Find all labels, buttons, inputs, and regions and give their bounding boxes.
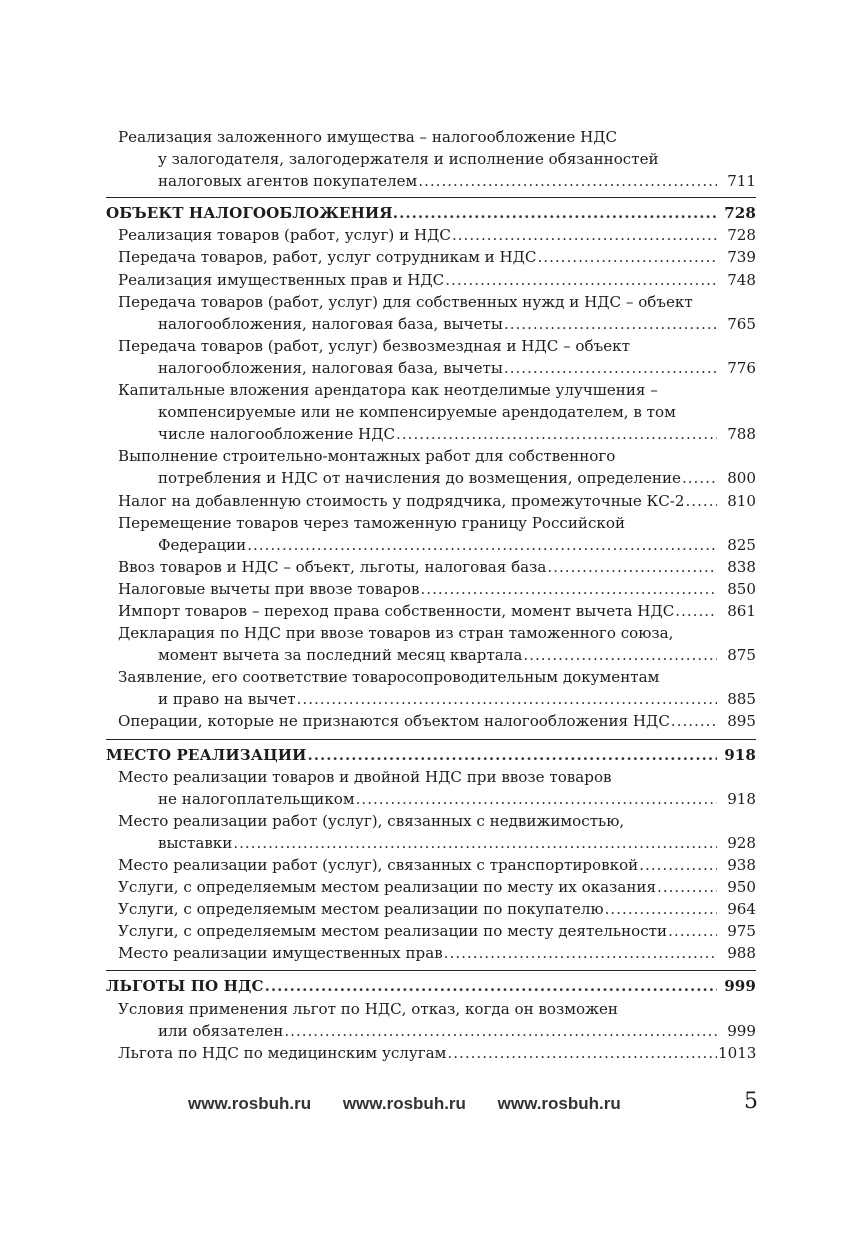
dot-leader <box>356 788 717 810</box>
toc-section-heading[interactable] <box>106 740 756 766</box>
entry-title-line: Место реализации работ (услуг), связанных с недвижимостью, <box>118 811 625 830</box>
entry-page-number: 895 <box>727 712 756 731</box>
toc-line <box>106 556 756 578</box>
section-title: ОБЪЕКТ НАЛОГООБЛОЖЕНИЯ. <box>106 204 399 223</box>
toc-entry[interactable] <box>106 291 756 335</box>
entry-page-number: 748 <box>727 270 756 289</box>
toc-line <box>106 975 756 997</box>
toc-entry[interactable] <box>106 898 756 920</box>
entry-page-number: 776 <box>727 358 756 377</box>
dot-leader <box>504 313 717 335</box>
entry-page-number: 850 <box>727 579 756 598</box>
toc-line <box>106 998 756 1020</box>
entry-page-number: 711 <box>727 172 756 191</box>
footer-site-link[interactable]: www.rosbuh.ru <box>188 1094 312 1113</box>
toc-entry[interactable] <box>106 766 756 810</box>
toc-section <box>106 126 756 198</box>
toc-line <box>106 942 756 964</box>
toc-line <box>106 170 756 192</box>
entry-page-number: 885 <box>727 690 756 709</box>
toc-entry[interactable] <box>106 490 756 512</box>
toc-entry[interactable] <box>106 942 756 964</box>
entry-title-line: или обязателен <box>158 1021 284 1040</box>
toc-entry[interactable] <box>106 556 756 578</box>
dot-leader <box>504 357 717 379</box>
toc-entry[interactable] <box>106 666 756 710</box>
toc-line <box>106 534 756 556</box>
toc-entry[interactable] <box>106 854 756 876</box>
dot-leader <box>233 832 717 854</box>
toc-entry[interactable] <box>106 335 756 379</box>
toc-line <box>106 832 756 854</box>
entry-title-line: налоговых агентов покупателем <box>158 172 418 191</box>
entry-title-line: Передача товаров (работ, услуг) для собственных нужд и НДС – объект <box>118 292 693 311</box>
toc-line <box>106 666 756 688</box>
dot-leader <box>537 246 717 268</box>
dot-leader <box>396 423 717 445</box>
toc-section <box>106 740 756 972</box>
toc-line <box>106 1042 756 1064</box>
entry-title-line: Реализация товаров (работ, услуг) и НДС <box>118 226 451 245</box>
toc-line <box>106 269 756 291</box>
entry-page-number: 800 <box>727 469 756 488</box>
entry-title-line: у залогодателя, залогодержателя и исполнение обязанностей <box>158 150 659 169</box>
toc-line <box>106 224 756 246</box>
dot-leader <box>452 224 717 246</box>
toc-entry[interactable] <box>106 600 756 622</box>
section-page-number: 999 <box>724 977 756 996</box>
page-number: 5 <box>744 1089 758 1114</box>
entry-page-number: 825 <box>727 535 756 554</box>
dot-leader <box>547 556 717 578</box>
dot-leader <box>418 170 717 192</box>
entry-page-number: 810 <box>727 491 756 510</box>
entry-title-line: Услуги, с определяемым местом реализации по месту деятельности <box>118 922 668 941</box>
toc-line <box>106 876 756 898</box>
entry-title-line: Услуги, с определяемым местом реализации по покупателю <box>118 900 604 919</box>
entry-page-number: 739 <box>727 248 756 267</box>
toc-line <box>106 898 756 920</box>
toc-section <box>106 198 756 739</box>
toc-line <box>106 622 756 644</box>
entry-title-line: налогообложения, налоговая база, вычеты <box>158 314 503 333</box>
entry-page-number: 861 <box>727 601 756 620</box>
dot-leader <box>297 688 717 710</box>
toc-line <box>106 401 756 423</box>
toc-entry[interactable] <box>106 920 756 942</box>
entry-page-number: 964 <box>727 900 756 919</box>
dot-leader <box>523 644 717 666</box>
dot-leader <box>605 898 717 920</box>
toc-line <box>106 148 756 170</box>
entry-title-line: Декларация по НДС при ввозе товаров из стран таможенного союза, <box>118 624 674 643</box>
entry-page-number: 975 <box>727 922 756 941</box>
toc-line <box>106 313 756 335</box>
toc-line <box>106 920 756 942</box>
toc-line <box>106 423 756 445</box>
toc-line <box>106 335 756 357</box>
toc-entry[interactable] <box>106 224 756 246</box>
entry-title-line: Заявление, его соответствие товаросопроводительным документам <box>118 668 660 687</box>
entry-title-line: Капитальные вложения арендатора как неотделимые улучшения – <box>118 381 658 400</box>
entry-title-line: Федерации <box>158 535 247 554</box>
toc-entry[interactable] <box>106 710 756 732</box>
toc-line <box>106 126 756 148</box>
entry-title-line: Передача товаров, работ, услуг сотрудникам и НДС <box>118 248 537 267</box>
section-page-number: 728 <box>724 204 756 223</box>
section-page-number: 918 <box>724 745 756 764</box>
toc-line <box>106 1020 756 1042</box>
entry-title-line: Выполнение строительно-монтажных работ для собственного <box>118 447 616 466</box>
toc-line <box>106 578 756 600</box>
entry-title-line: выставки <box>158 833 233 852</box>
entry-page-number: 988 <box>727 944 756 963</box>
toc-entry[interactable] <box>106 622 756 666</box>
dot-leader <box>444 942 717 964</box>
entry-title-line: потребления и НДС от начисления до возмещения, определение <box>158 469 681 488</box>
entry-page-number: 788 <box>727 425 756 444</box>
toc-line <box>106 766 756 788</box>
toc-line <box>106 854 756 876</box>
entry-title-line: Место реализации товаров и двойной НДС при ввозе товаров <box>118 767 612 786</box>
dot-leader <box>308 744 717 766</box>
toc-line <box>106 291 756 313</box>
entry-page-number: 838 <box>727 557 756 576</box>
footer-site-link[interactable]: www.rosbuh.ru <box>497 1094 621 1113</box>
entry-title-line: Реализация заложенного имущества – налогообложение НДС <box>118 128 618 146</box>
toc-section-heading[interactable] <box>106 198 756 224</box>
entry-title-line: Перемещение товаров через таможенную границу Российской <box>118 513 626 532</box>
dot-leader <box>265 975 717 997</box>
section-title: МЕСТО РЕАЛИЗАЦИИ <box>106 745 307 764</box>
toc-entry[interactable] <box>106 876 756 898</box>
toc-entry[interactable] <box>106 998 756 1042</box>
dot-leader <box>247 534 717 556</box>
entry-title-line: Условия применения льгот по НДС, отказ, когда он возможен <box>118 999 618 1018</box>
entry-title-line: Место реализации работ (услуг), связанных с транспортировкой <box>118 856 639 874</box>
toc-entry[interactable] <box>106 512 756 556</box>
toc-entry[interactable] <box>106 126 756 192</box>
toc-entry[interactable] <box>106 1042 756 1064</box>
entry-title-line: Место реализации имущественных прав <box>118 944 443 963</box>
entry-page-number: 728 <box>727 226 756 245</box>
toc-line <box>106 744 756 766</box>
entry-title-line: Льгота по НДС по медицинским услугам <box>118 1043 447 1062</box>
dot-leader <box>420 578 717 600</box>
toc-entry[interactable] <box>106 246 756 268</box>
entry-title-line: Ввоз товаров и НДС – объект, льготы, налоговая база <box>118 557 547 576</box>
toc-entry[interactable] <box>106 445 756 489</box>
entry-page-number: 1013 <box>718 1043 756 1062</box>
toc-entry[interactable] <box>106 578 756 600</box>
toc-line <box>106 512 756 534</box>
section-title: ЛЬГОТЫ ПО НДС <box>106 977 264 996</box>
entry-page-number: 765 <box>727 314 756 333</box>
dot-leader <box>639 854 717 876</box>
entry-title-line: Налог на добавленную стоимость у подрядчика, промежуточные КС-2 <box>118 491 685 510</box>
entry-page-number: 928 <box>727 833 756 852</box>
toc-line <box>106 644 756 666</box>
entry-page-number: 950 <box>727 878 756 897</box>
toc-line <box>106 710 756 732</box>
toc-line <box>106 600 756 622</box>
entry-title-line: Импорт товаров – переход права собственности, момент вычета НДС <box>118 601 675 620</box>
entry-title-line: Налоговые вычеты при ввозе товаров <box>118 579 420 598</box>
entry-title-line: Услуги, с определяемым местом реализации по месту их оказания <box>118 878 657 897</box>
toc-line <box>106 445 756 467</box>
dot-leader <box>668 920 717 942</box>
entry-title-line: Передача товаров (работ, услуг) безвозмездная и НДС – объект <box>118 336 630 355</box>
entry-page-number: 999 <box>727 1021 756 1040</box>
toc-line <box>106 810 756 832</box>
entry-page-number: 875 <box>727 646 756 665</box>
toc-line <box>106 688 756 710</box>
dot-leader <box>284 1020 717 1042</box>
dot-leader <box>675 600 717 622</box>
dot-leader <box>671 710 717 732</box>
dot-leader <box>686 490 718 512</box>
toc-entry[interactable] <box>106 810 756 854</box>
entry-title-line: числе налогообложение НДС <box>158 425 396 444</box>
entry-page-number: 938 <box>727 856 756 874</box>
toc-line <box>106 467 756 489</box>
entry-title-line: Реализация имущественных прав и НДС <box>118 270 445 289</box>
toc-line <box>106 788 756 810</box>
toc-section <box>106 971 756 1069</box>
toc-line <box>106 246 756 268</box>
entry-title-line: Операции, которые не признаются объектом налогообложения НДС <box>118 712 670 731</box>
dot-leader <box>447 1042 717 1064</box>
toc-line <box>106 379 756 401</box>
toc-line <box>106 490 756 512</box>
entry-title-line: компенсируемые или не компенсируемые арендодателем, в том <box>158 403 676 422</box>
dot-leader <box>657 876 717 898</box>
dot-leader <box>682 467 717 489</box>
toc-line <box>106 202 756 224</box>
dot-leader <box>445 269 717 291</box>
dot-leader <box>399 202 717 224</box>
toc-entry[interactable] <box>106 379 756 445</box>
toc-entry[interactable] <box>106 269 756 291</box>
entry-title-line: налогообложения, налоговая база, вычеты <box>158 358 503 377</box>
footer-site-link[interactable]: www.rosbuh.ru <box>342 1094 466 1113</box>
page-footer <box>188 1089 758 1114</box>
entry-title-line: момент вычета за последний месяц квартала <box>158 646 523 665</box>
entry-page-number: 918 <box>727 789 756 808</box>
entry-title-line: не налогоплательщиком <box>158 789 355 808</box>
toc-section-heading[interactable] <box>106 971 756 997</box>
entry-title-line: и право на вычет <box>158 690 296 709</box>
toc-line <box>106 357 756 379</box>
table-of-contents <box>106 126 756 1070</box>
